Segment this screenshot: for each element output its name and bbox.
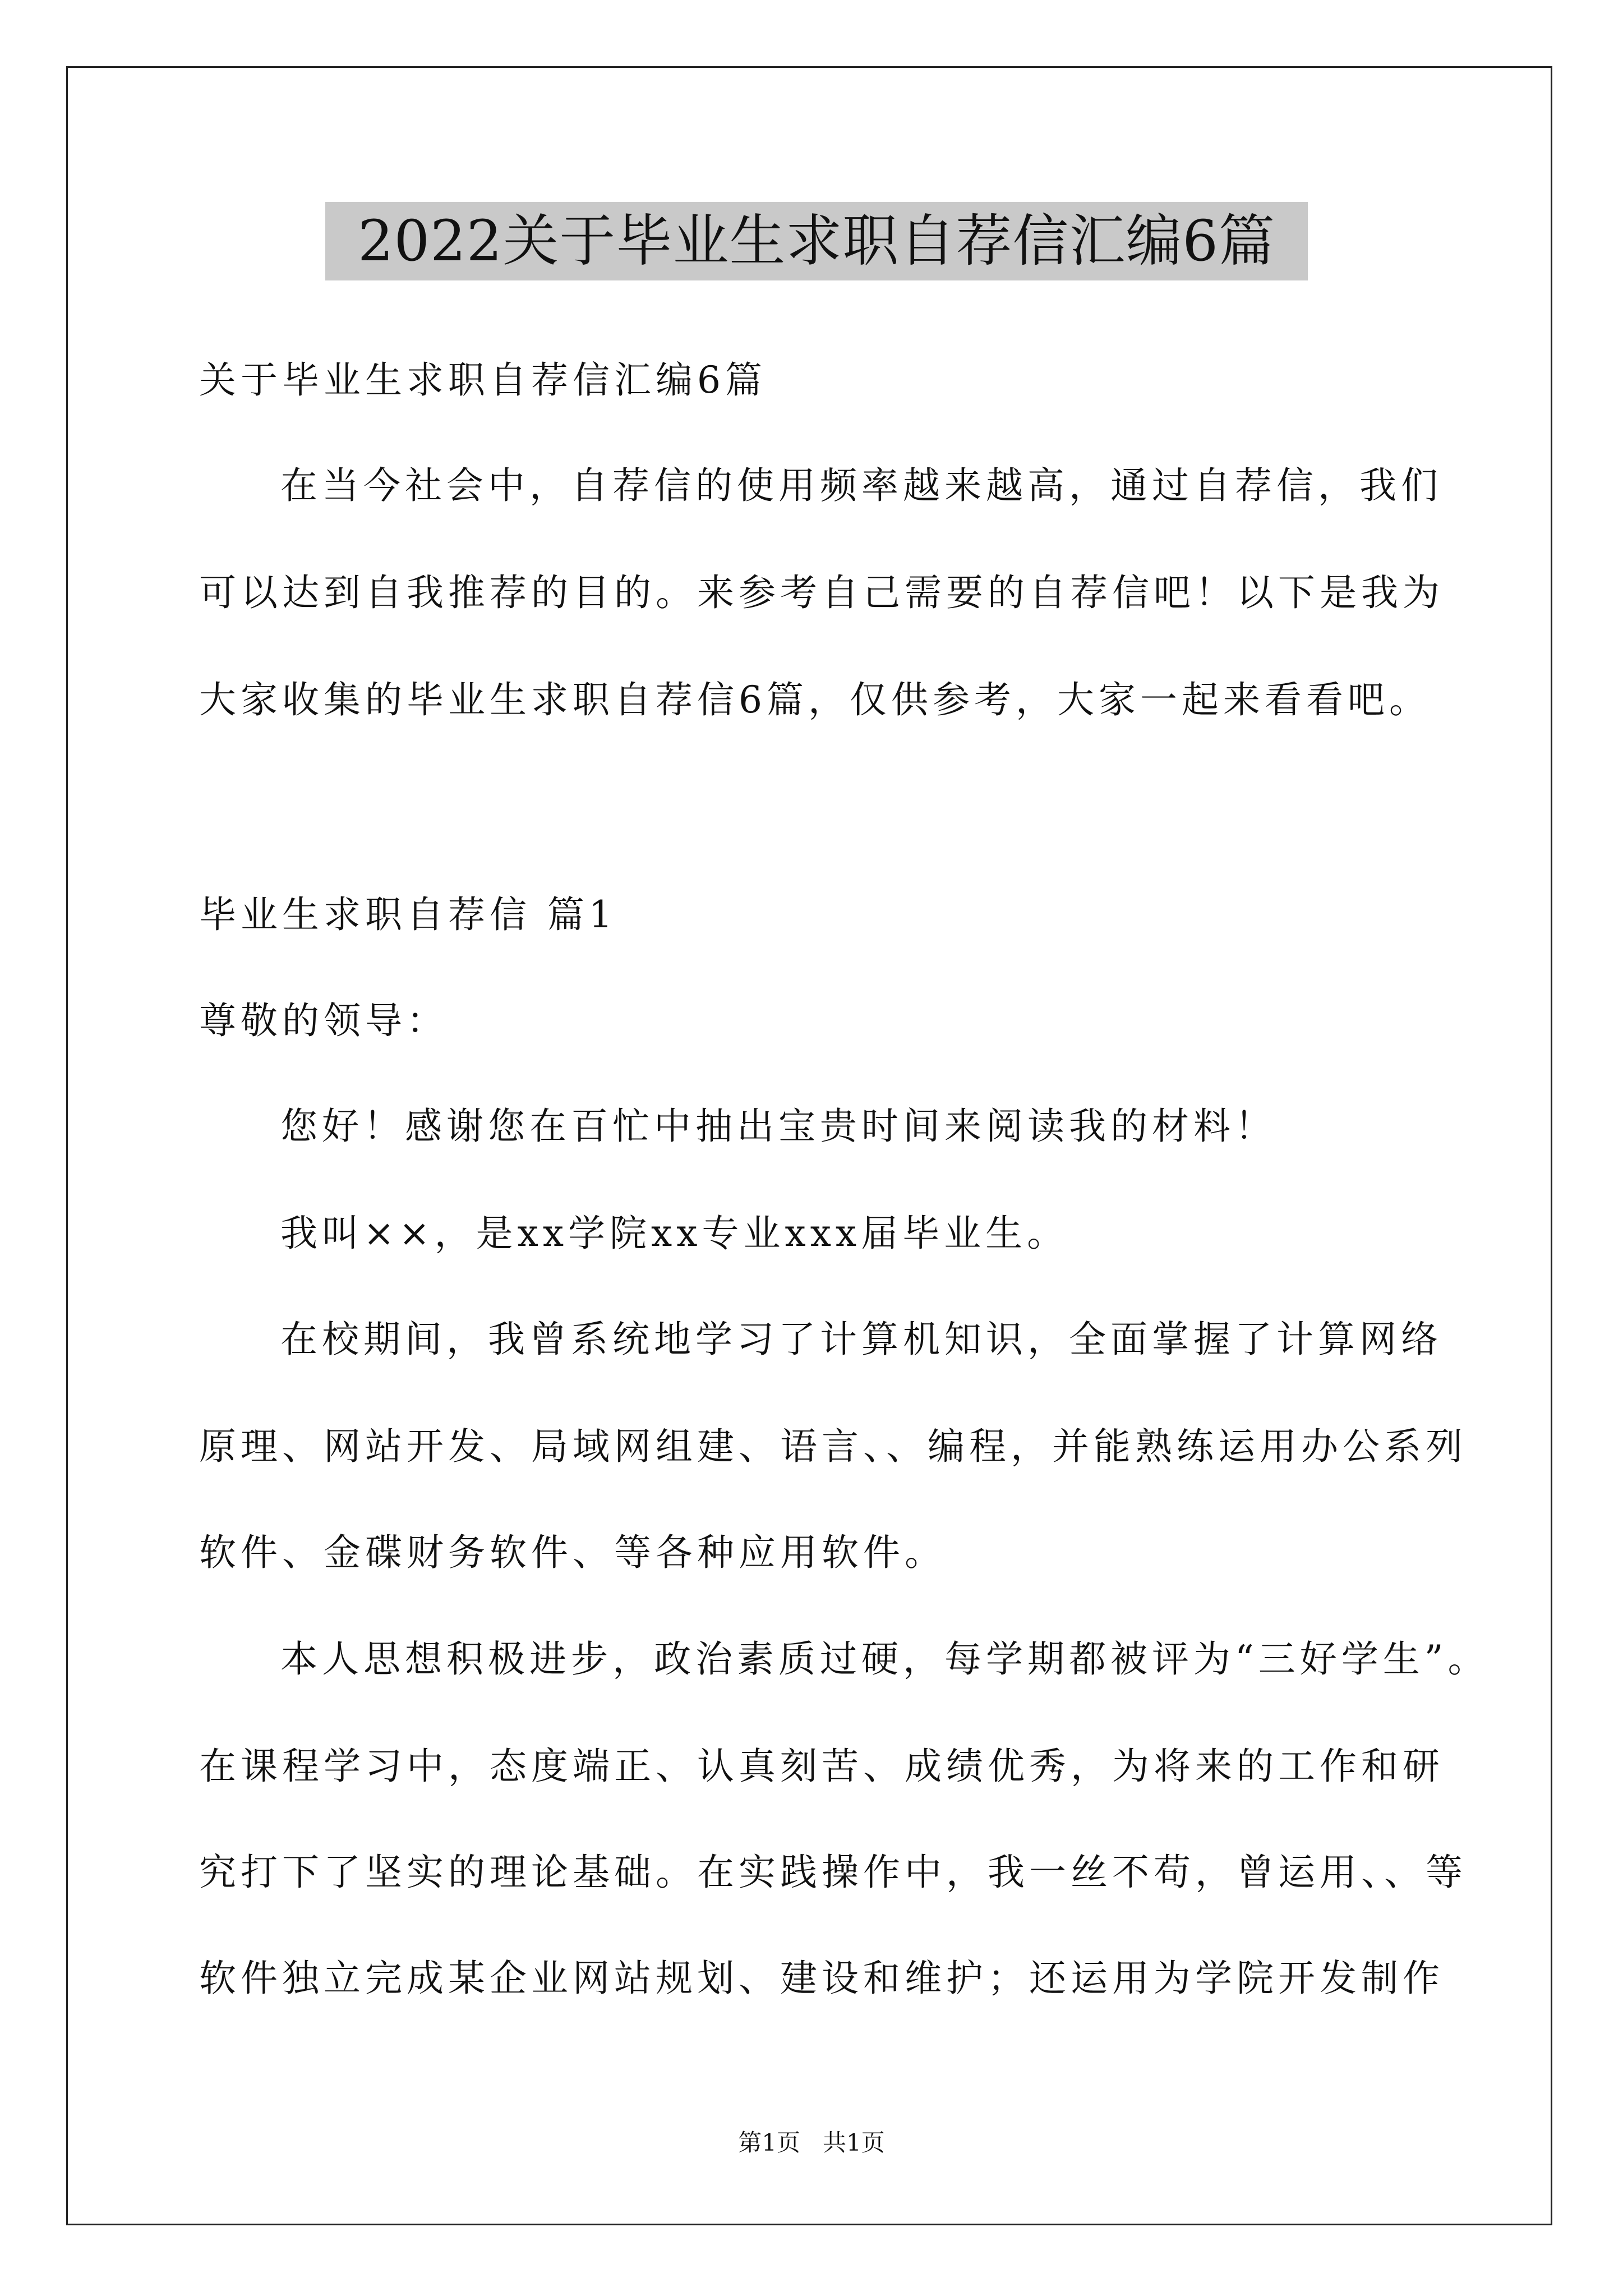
self-intro-paragraph: 我叫××，是xx学院xx专业xxx届毕业生。 <box>280 1212 1069 1255</box>
study-line-2: 原理、网站开发、局域网组建、语言、、编程，并能熟练运用办公系列 <box>199 1425 1467 1468</box>
study-line-1: 在校期间，我曾系统地学习了计算机知识，全面掌握了计算网络 <box>280 1318 1442 1361</box>
intro-line-3: 大家收集的毕业生求职自荐信6篇，仅供参考，大家一起来看看吧。 <box>199 678 1431 721</box>
section-heading: 毕业生求职自荐信 篇1 <box>199 893 617 936</box>
intro-line-2: 可以达到自我推荐的目的。来参考自己需要的自荐信吧！以下是我为 <box>199 571 1444 614</box>
page-footer: 第1页 共1页 <box>738 2129 885 2156</box>
intro-line-1: 在当今社会中，自荐信的使用频率越来越高，通过自荐信，我们 <box>280 464 1442 507</box>
study-line-3: 软件、金碟财务软件、等各种应用软件。 <box>199 1531 946 1574</box>
character-line-1: 本人思想积极进步，政治素质过硬，每学期都被评为“三好学生”。 <box>280 1637 1490 1681</box>
document-title: 2022关于毕业生求职自荐信汇编6篇 <box>325 202 1308 280</box>
character-line-2: 在课程学习中，态度端正、认真刻苦、成绩优秀，为将来的工作和研 <box>199 1745 1444 1788</box>
document-subtitle: 关于毕业生求职自荐信汇编6篇 <box>199 358 767 402</box>
character-line-4: 软件独立完成某企业网站规划、建设和维护；还运用为学院开发制作 <box>199 1957 1444 2000</box>
salutation: 尊敬的领导： <box>199 999 448 1042</box>
greeting-paragraph: 您好！感谢您在百忙中抽出宝贵时间来阅读我的材料！ <box>280 1105 1276 1148</box>
character-line-3: 究打下了坚实的理论基础。在实践操作中，我一丝不苟，曾运用、、等 <box>199 1851 1467 1894</box>
